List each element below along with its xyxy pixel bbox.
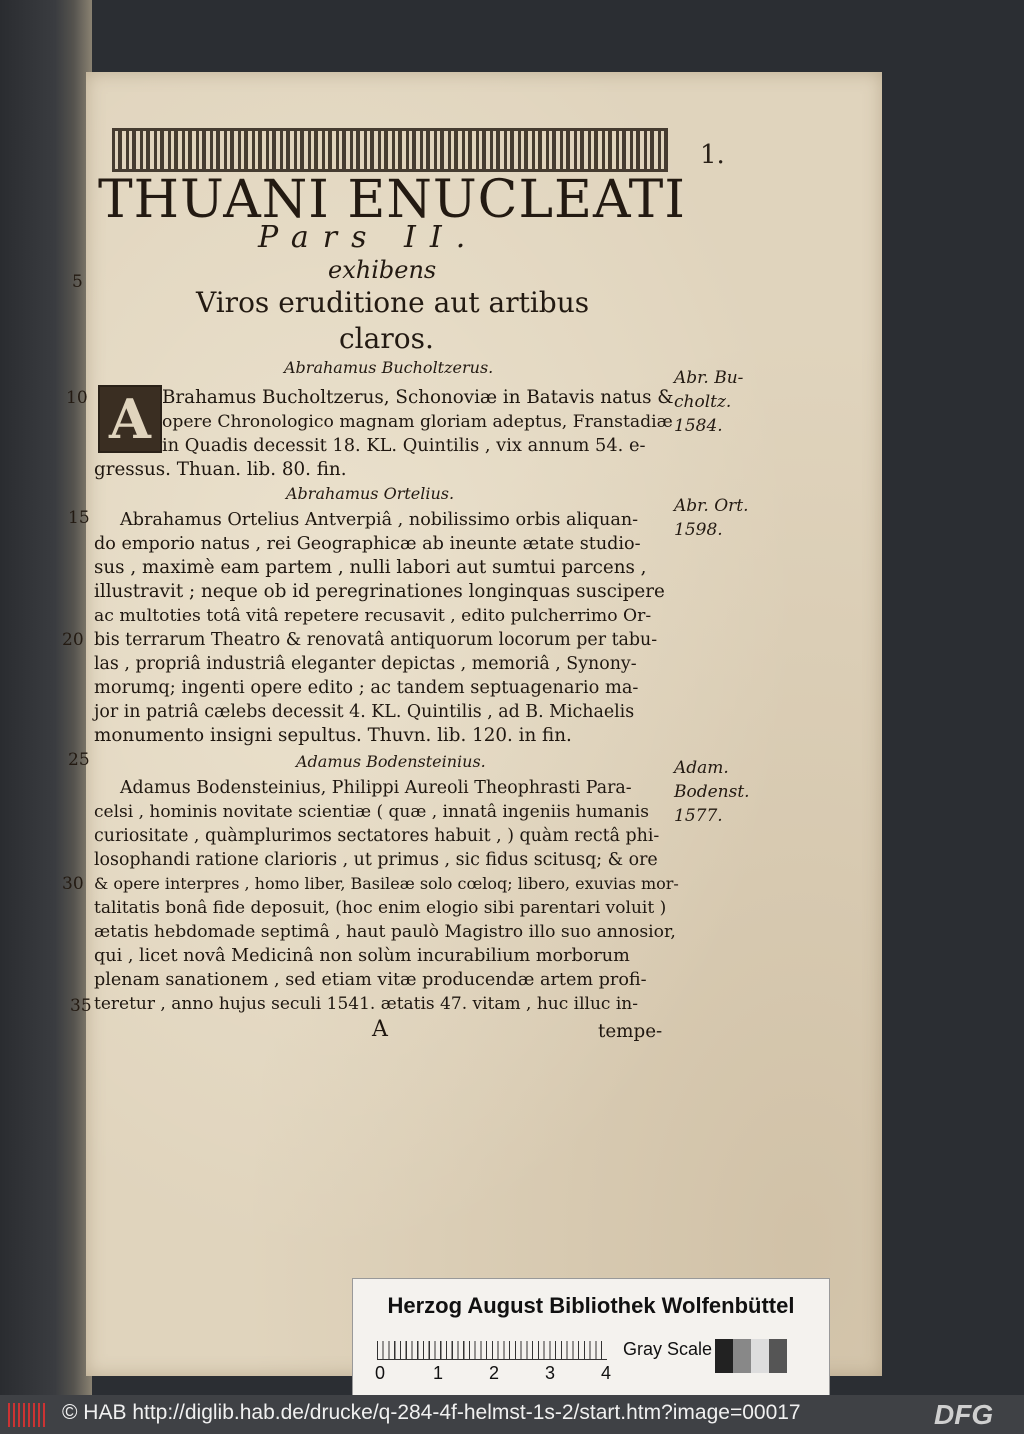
text-line: qui , licet novâ Medicinâ non solùm incurabilium morborum bbox=[94, 946, 630, 966]
page-number: 1. bbox=[700, 140, 725, 170]
text-line: & opere interpres , homo liber, Basileæ solo cœloq; libero, exuvias mor- bbox=[94, 874, 679, 893]
text-line: in Quadis decessit 18. KL. Quintilis , vix annum 54. e- bbox=[162, 435, 646, 456]
ruler-number: 1 bbox=[433, 1363, 444, 1383]
ruler-number: 4 bbox=[601, 1363, 612, 1383]
text-line: illustravit ; neque ob id peregrinationes longinquas suscipere bbox=[94, 581, 665, 602]
text-line: jor in patriâ cælebs decessit 4. KL. Quintilis , ad B. Michaelis bbox=[94, 702, 635, 722]
dfg-logo: DFG bbox=[934, 1399, 994, 1430]
subtitle-exhibens: exhibens bbox=[328, 256, 437, 284]
drop-cap: A bbox=[98, 385, 162, 453]
text-line: losophandi ratione clarioris , ut primus , sic fidus scitusq; & ore bbox=[94, 850, 658, 870]
gray-swatch bbox=[715, 1339, 733, 1373]
page-title: THUANI ENUCLEATI bbox=[98, 170, 686, 230]
text-line: talitatis bonâ fide deposuit, (hoc enim elogio sibi parentari voluit ) bbox=[94, 898, 667, 918]
text-line: sus , maximè eam partem , nulli labori aut sumtui parcens , bbox=[94, 557, 647, 578]
text-line: Abrahamus Ortelius Antverpiâ , nobilissimo orbis aliquan- bbox=[120, 510, 639, 530]
text-line: opere Chronologico magnam gloriam adeptus, Franstadiæ bbox=[162, 412, 673, 432]
ruler-number: 0 bbox=[375, 1363, 386, 1383]
subtitle-viros: Viros eruditione aut artibus bbox=[196, 286, 590, 319]
ornamental-band bbox=[112, 128, 668, 172]
text-line: plenam sanationem , sed etiam vitæ producendæ artem profi- bbox=[94, 970, 647, 990]
line-number: 20 bbox=[62, 630, 84, 650]
gray-swatch bbox=[733, 1339, 751, 1373]
gray-swatch bbox=[751, 1339, 769, 1373]
source-url[interactable]: © HAB http://diglib.hab.de/drucke/q-284-4f-helmst-1s-2/start.htm?image=00017 bbox=[62, 1401, 801, 1424]
text-line: gressus. Thuan. lib. 80. fin. bbox=[94, 459, 347, 480]
margin-note: Adam. Bodenst. 1577. bbox=[674, 758, 750, 826]
margin-note: Abr. Bu- choltz. 1584. bbox=[674, 368, 744, 436]
viewer-footer bbox=[0, 1395, 1024, 1434]
gray-scale-label: Gray Scale bbox=[623, 1339, 713, 1359]
line-number: 10 bbox=[66, 388, 88, 408]
line-number: 30 bbox=[62, 874, 84, 894]
signature-mark: A bbox=[372, 1017, 388, 1042]
hab-logo-icon bbox=[8, 1403, 48, 1427]
line-number: 5 bbox=[72, 272, 83, 292]
text-line: monumento insigni sepultus. Thuvn. lib. 120. in fin. bbox=[94, 725, 572, 746]
ruler-number: 3 bbox=[545, 1363, 556, 1383]
text-line: ac multoties totâ vitâ repetere recusavit , edito pulcherrimo Or- bbox=[94, 606, 652, 626]
library-name: Herzog August Bibliothek Wolfenbüttel bbox=[387, 1293, 795, 1318]
text-line: teretur , anno hujus seculi 1541. ætatis 47. vitam , huc illuc in- bbox=[94, 994, 638, 1014]
text-line: Adamus Bodensteinius, Philippi Aureoli Theophrasti Para- bbox=[120, 778, 632, 798]
scan-background bbox=[0, 0, 92, 1395]
text-line: las , propriâ industriâ eleganter depictas , memoriâ , Synony- bbox=[94, 654, 637, 674]
catchword: tempe- bbox=[598, 1021, 663, 1042]
entry-heading-bodensteinius: Adamus Bodensteinius. bbox=[296, 752, 486, 771]
line-number: 25 bbox=[68, 750, 90, 770]
subtitle-claros: claros. bbox=[339, 322, 434, 355]
text-line: Brahamus Bucholtzerus, Schonoviæ in Batavis natus & bbox=[162, 387, 674, 408]
part-label: Pars II. bbox=[258, 220, 480, 255]
entry-heading-bucholtzerus: Abrahamus Bucholtzerus. bbox=[284, 358, 494, 377]
text-line: morumq; ingenti opere edito ; ac tandem septuagenario ma- bbox=[94, 677, 639, 698]
library-stamp bbox=[352, 1278, 830, 1396]
gray-swatch bbox=[769, 1339, 787, 1373]
ruler-number: 2 bbox=[489, 1363, 500, 1383]
text-line: ætatis hebdomade septimâ , haut paulò Magistro illo suo annosior, bbox=[94, 922, 676, 942]
text-line: celsi , hominis novitate scientiæ ( quæ , innatâ ingeniis humanis bbox=[94, 802, 649, 822]
text-line: curiositate , quàmplurimos sectatores habuit , ) quàm rectâ phi- bbox=[94, 826, 660, 846]
line-number: 15 bbox=[68, 508, 90, 528]
scale-ruler bbox=[377, 1341, 607, 1360]
text-line: do emporio natus , rei Geographicæ ab ineunte ætate studio- bbox=[94, 534, 641, 554]
text-line: bis terrarum Theatro & renovatâ antiquorum locorum per tabu- bbox=[94, 630, 658, 650]
margin-note: Abr. Ort. 1598. bbox=[674, 496, 749, 540]
entry-heading-ortelius: Abrahamus Ortelius. bbox=[286, 484, 455, 503]
line-number: 35 bbox=[70, 996, 92, 1016]
